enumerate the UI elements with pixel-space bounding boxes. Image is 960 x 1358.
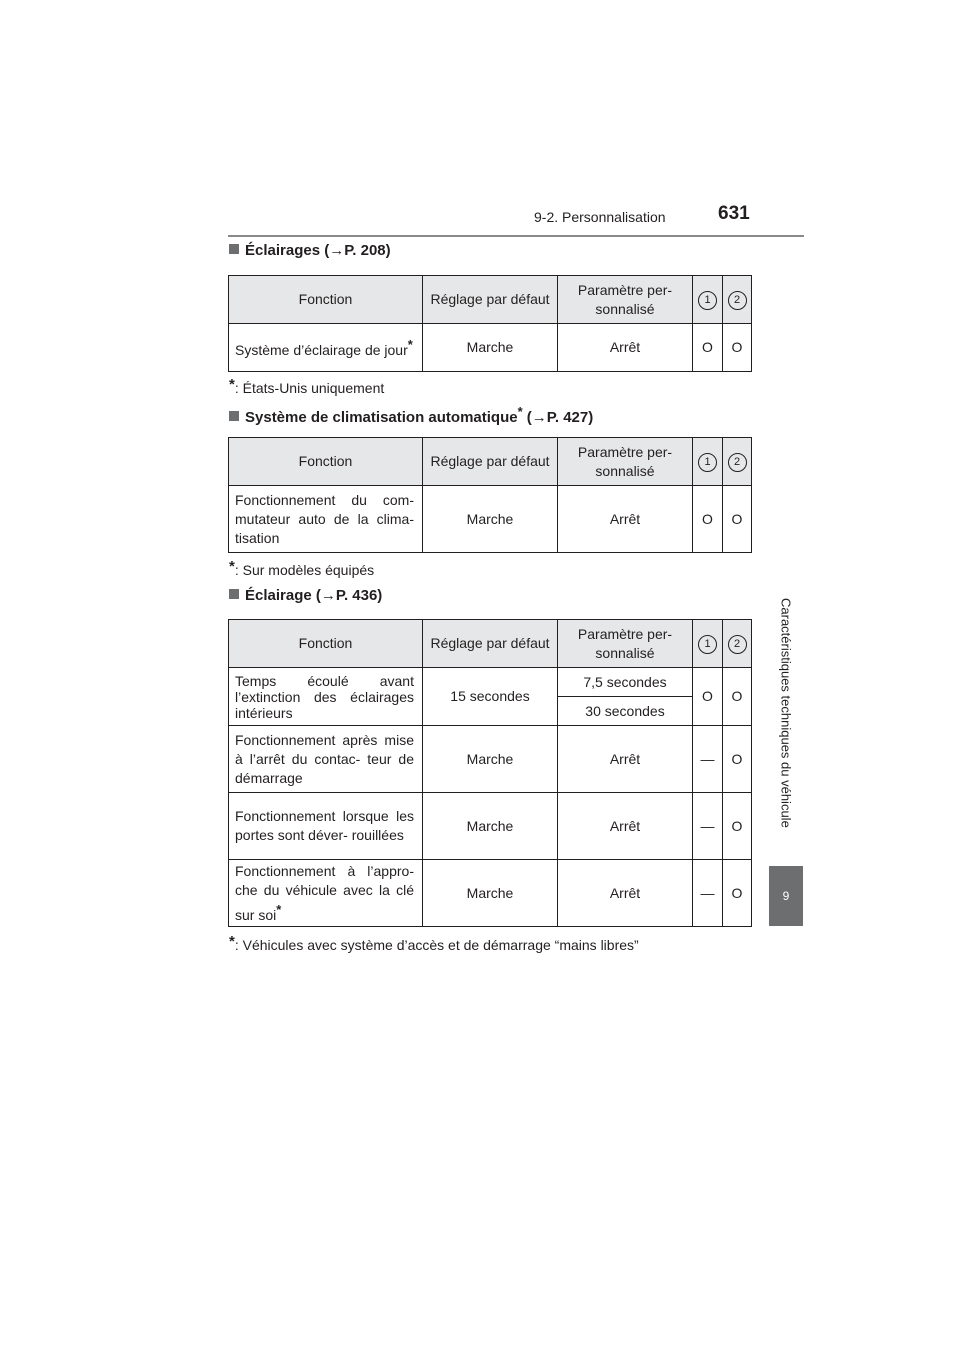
section-heading-text: Éclairages (→P. 208) [245, 242, 391, 259]
cell-col-2: O [723, 860, 752, 927]
table-row [229, 793, 752, 860]
cell-col-1: O [693, 324, 723, 372]
cell-defaut: Marche [423, 486, 558, 553]
chapter-title: Caractéristiques techniques du véhicule [778, 598, 794, 828]
section-heading-ref: (→P. 427) [522, 409, 594, 426]
cell-col-1: O [693, 668, 723, 726]
chapter-number: 9 [782, 889, 790, 903]
circled-1-icon: 1 [698, 291, 717, 310]
cell-param: Arrêt [558, 726, 693, 793]
header-fonction: Fonction [229, 276, 423, 324]
footnote-asterisk: * [229, 376, 235, 393]
header-parametre: Paramètre per- sonnalisé [558, 276, 693, 324]
circled-1-icon: 1 [698, 453, 717, 472]
cell-col-1: — [693, 726, 723, 793]
settings-table-climatisation [228, 437, 752, 553]
header-col-1 [693, 276, 723, 324]
cell-col-2: O [723, 793, 752, 860]
cell-fonction: Fonctionnement lorsque les portes sont déver- rouillées [229, 793, 423, 860]
footnote [229, 558, 374, 578]
cell-fonction: Temps écoulé avant l’extinction des éclairages intérieurs [229, 668, 423, 726]
table-row [229, 860, 752, 927]
cell-defaut: Marche [423, 726, 558, 793]
section-heading-text: Système de climatisation automatique [245, 409, 518, 426]
header-fonction: Fonction [229, 620, 423, 668]
cell-param: Arrêt [558, 793, 693, 860]
cell-defaut: Marche [423, 324, 558, 372]
settings-table-eclairages [228, 275, 752, 372]
cell-col-2: O [723, 486, 752, 553]
cell-param: Arrêt [558, 486, 693, 553]
cell-defaut: Marche [423, 860, 558, 927]
cell-defaut: 15 secondes [423, 668, 558, 726]
footnote [229, 376, 384, 396]
header-reglage: Réglage par défaut [423, 276, 558, 324]
circled-2-icon: 2 [728, 635, 747, 654]
settings-table-eclairage [228, 619, 752, 927]
footnote-text: : États-Unis uniquement [234, 380, 385, 396]
table-header-row [229, 276, 752, 324]
asterisk-mark: * [517, 404, 523, 419]
header-reglage: Réglage par défaut [423, 620, 558, 668]
cell-defaut: Marche [423, 793, 558, 860]
section-heading-eclairage [229, 587, 382, 604]
circled-2-icon: 2 [728, 453, 747, 472]
chapter-number-tab [769, 866, 803, 926]
cell-param: Arrêt [558, 324, 693, 372]
header-col-2 [723, 276, 752, 324]
footnote-asterisk: * [229, 558, 235, 575]
table-row [229, 726, 752, 793]
table-header-row [229, 620, 752, 668]
cell-fonction: Fonctionnement après mise à l’arrêt du contac- teur de démarrage [229, 726, 423, 793]
cell-fonction: Fonctionnement à l’appro- che du véhicule avec la clé sur soi* [229, 860, 423, 927]
section-heading-climatisation [229, 404, 593, 426]
table-row [229, 668, 752, 697]
footnote-text: : Sur modèles équipés [234, 562, 375, 578]
footnote [229, 933, 639, 953]
header-col-2 [723, 620, 752, 668]
header-parametre: Paramètre per- sonnalisé [558, 620, 693, 668]
cell-col-2: O [723, 324, 752, 372]
table-row [229, 486, 752, 553]
header-col-1 [693, 438, 723, 486]
footnote-text: : Véhicules avec système d’accès et de démarrage “mains libres” [234, 937, 639, 953]
asterisk-mark: * [276, 901, 282, 917]
cell-col-1: — [693, 860, 723, 927]
table-header-row [229, 438, 752, 486]
square-bullet-icon [229, 244, 239, 254]
cell-fonction: Système d’éclairage de jour* [229, 324, 423, 372]
page-number: 631 [718, 203, 750, 224]
section-heading-text: Éclairage (→P. 436) [245, 587, 383, 604]
header-fonction: Fonction [229, 438, 423, 486]
cell-param-b: 30 secondes [558, 697, 693, 726]
page-header [228, 203, 804, 237]
cell-param: Arrêt [558, 860, 693, 927]
cell-param-a: 7,5 secondes [558, 668, 693, 697]
header-parametre: Paramètre per- sonnalisé [558, 438, 693, 486]
square-bullet-icon [229, 589, 239, 599]
header-col-1 [693, 620, 723, 668]
header-reglage: Réglage par défaut [423, 438, 558, 486]
cell-col-1: O [693, 486, 723, 553]
circled-1-icon: 1 [698, 635, 717, 654]
cell-col-2: O [723, 668, 752, 726]
section-title: 9-2. Personnalisation [534, 209, 666, 225]
table-row [229, 324, 752, 372]
footnote-asterisk: * [229, 933, 235, 950]
header-col-2 [723, 438, 752, 486]
cell-col-2: O [723, 726, 752, 793]
asterisk-mark: * [407, 337, 413, 352]
chapter-side-label [769, 560, 803, 866]
cell-col-1: — [693, 793, 723, 860]
cell-fonction: Fonctionnement du com- mutateur auto de la clima- tisation [229, 486, 423, 553]
square-bullet-icon [229, 411, 239, 421]
section-heading-eclairages [229, 242, 391, 259]
circled-2-icon: 2 [728, 291, 747, 310]
